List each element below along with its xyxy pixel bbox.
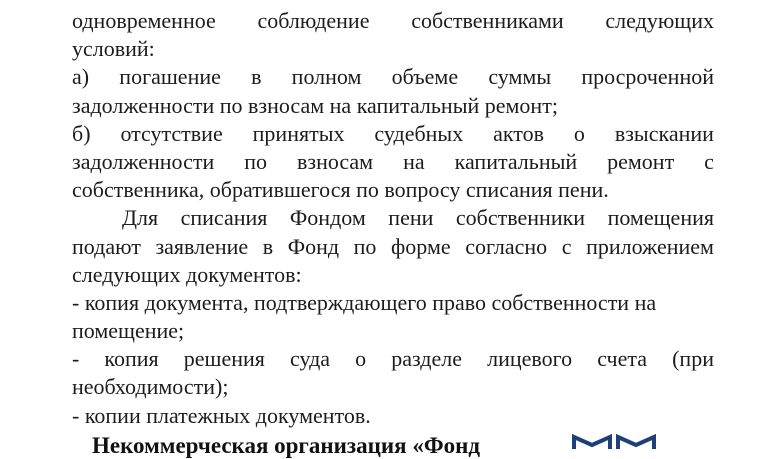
- text-fragment: взыскании: [614, 120, 714, 146]
- text-line: [72, 7, 714, 35]
- text-fragment: подают: [72, 233, 141, 259]
- text-fragment: по: [353, 233, 377, 259]
- text-fragment: копия: [104, 346, 159, 372]
- text-fragment: (при: [672, 346, 714, 372]
- text-fragment: лицевого: [487, 346, 573, 372]
- text-fragment: Фонд: [287, 233, 340, 259]
- text-fragment: условий:: [72, 36, 155, 62]
- text-fragment: необходимости);: [72, 374, 229, 400]
- text-fragment: задолженности по взносам на капитальный ремонт;: [72, 92, 558, 118]
- text-fragment: заявление: [155, 233, 249, 259]
- text-fragment: судебных: [374, 120, 464, 146]
- text-fragment: в: [251, 64, 262, 90]
- text-fragment: погашение: [119, 64, 221, 90]
- text-fragment: разделе: [391, 346, 462, 372]
- text-fragment: счета: [597, 346, 648, 372]
- text-line: [72, 233, 714, 261]
- text-fragment: полном: [291, 64, 362, 90]
- text-fragment: Фондом: [289, 205, 366, 231]
- text-fragment: задолженности: [72, 148, 215, 174]
- text-fragment: с: [561, 233, 572, 259]
- text-line: [72, 373, 714, 401]
- text-line: [72, 120, 714, 148]
- text-fragment: приложением: [586, 233, 714, 259]
- text-line: [72, 317, 714, 345]
- text-fragment: собственниками: [411, 8, 564, 33]
- text-fragment: ремонт: [607, 148, 675, 174]
- text-fragment: собственника, обратившегося по вопросу списания пени.: [72, 177, 609, 203]
- text-fragment: по: [244, 148, 268, 174]
- text-fragment: одновременное: [72, 8, 216, 33]
- text-fragment: о: [355, 346, 367, 372]
- text-line: [72, 35, 714, 63]
- text-line: [72, 261, 714, 289]
- document-body-text: [72, 7, 714, 430]
- text-line: [72, 92, 714, 120]
- text-fragment: объеме: [391, 64, 459, 90]
- text-fragment: - копии платежных документов.: [72, 402, 371, 428]
- text-fragment: соблюдение: [257, 8, 370, 33]
- text-fragment: -: [72, 346, 80, 372]
- organization-heading: Некоммерческая организация «Фонд: [92, 433, 480, 458]
- text-fragment: помещения: [607, 205, 714, 231]
- text-fragment: капитальный: [454, 148, 578, 174]
- text-line: [72, 176, 714, 204]
- text-line: [72, 148, 714, 176]
- text-fragment: пени: [388, 205, 434, 231]
- text-fragment: списания: [180, 205, 268, 231]
- text-fragment: актов: [493, 120, 544, 146]
- text-fragment: на: [403, 148, 425, 174]
- text-fragment: Для: [122, 205, 159, 231]
- text-fragment: собственники: [455, 205, 586, 231]
- text-fragment: помещение;: [72, 318, 185, 344]
- text-fragment: в: [262, 233, 274, 259]
- text-line: [72, 63, 714, 91]
- text-fragment: форме: [391, 233, 451, 259]
- text-fragment: а): [72, 64, 90, 90]
- text-fragment: отсутствие: [120, 120, 223, 146]
- text-fragment: б): [72, 120, 91, 146]
- text-fragment: взносам: [296, 148, 374, 174]
- text-fragment: о: [573, 120, 585, 146]
- text-fragment: суммы: [488, 64, 552, 90]
- text-fragment: следующих: [605, 8, 714, 33]
- text-fragment: суда: [290, 346, 331, 372]
- fund-logo-icon: [568, 431, 668, 449]
- text-fragment: просроченной: [581, 64, 714, 90]
- text-fragment: следующих документов:: [72, 261, 302, 287]
- text-line: [72, 289, 714, 317]
- text-line: [72, 345, 714, 373]
- text-line: [72, 402, 714, 430]
- text-fragment: - копия документа, подтверждающего право собственности на: [72, 289, 657, 315]
- text-fragment: с: [704, 148, 714, 174]
- text-fragment: согласно: [465, 233, 548, 259]
- text-fragment: принятых: [252, 120, 345, 146]
- text-fragment: решения: [183, 346, 265, 372]
- text-line: [72, 204, 714, 232]
